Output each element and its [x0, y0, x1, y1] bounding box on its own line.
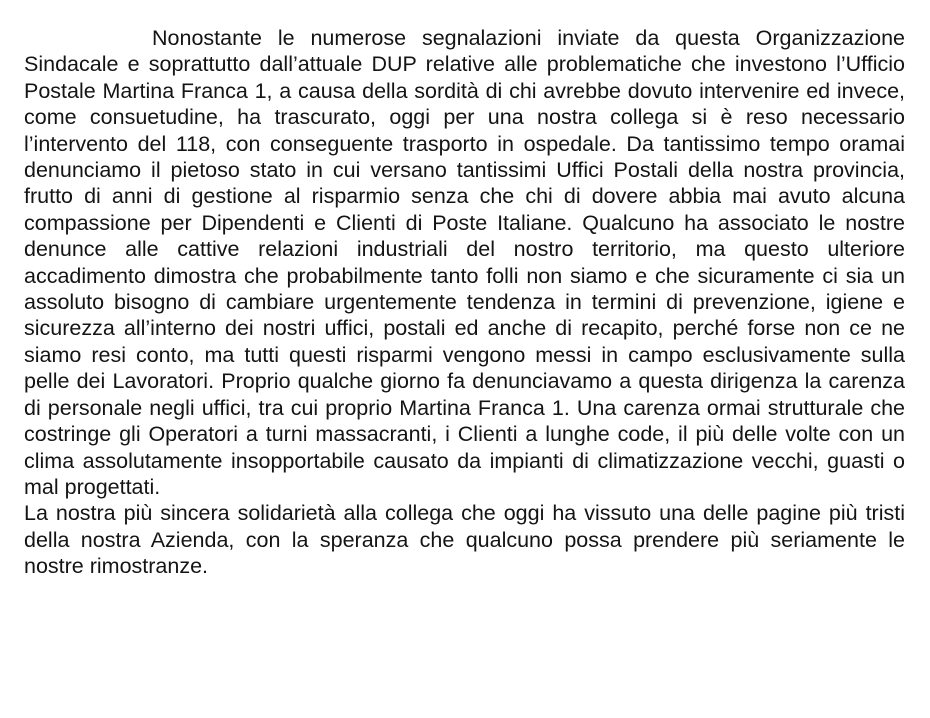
paragraph-main: Nonostante le numerose segnalazioni inviate da questa Organizzazione Sindacale e soprattutto dall’attuale DUP relative alle problematiche che investono l’Ufficio Postale Martina Franca 1, a causa della sordità di chi avrebbe dovuto intervenire ed invece, come consuetudine, ha trascurato, oggi per una nostra collega si è reso necessario l’intervento del 118, con conseguente trasporto in ospedale. Da tantissimo tempo oramai denunciamo il pietoso stato in cui versano tantissimi Uffici Postali della nostra provincia, frutto di anni di gestione al risparmio senza che chi di dovere abbia mai avuto alcuna compassione per Dipendenti e Clienti di Poste Italiane. Qualcuno ha associato le nostre denunce alle cattive relazioni industriali del nostro territorio, ma questo ulteriore accadimento dimostra che probabilmente tanto folli non siamo e che sicuramente ci sia un assoluto bisogno di cambiare urgentemente tendenza in termini di prevenzione, igiene e sicurezza all’interno dei nostri uffici, postali ed anche di recapito, perché forse non ce ne siamo resi conto, ma tutti questi risparmi vengono messi in campo esclusivamente sulla pelle dei Lavoratori. Proprio qualche giorno fa denunciavamo a questa dirigenza la carenza di personale negli uffici, tra cui proprio Martina Franca 1. Una carenza ormai strutturale che costringe gli Operatori a turni massacranti, i Clienti a lunghe code, il più delle volte con un clima assolutamente insopportabile causato da impianti di climatizzazione vecchi, guasti o mal progettati.	[24, 26, 905, 499]
document-body	[24, 25, 905, 580]
paragraph-closing: La nostra più sincera solidarietà alla collega che oggi ha vissuto una delle pagine più tristi della nostra Azienda, con la speranza che qualcuno possa prendere più seriamente le nostre rimostranze.	[24, 501, 905, 579]
